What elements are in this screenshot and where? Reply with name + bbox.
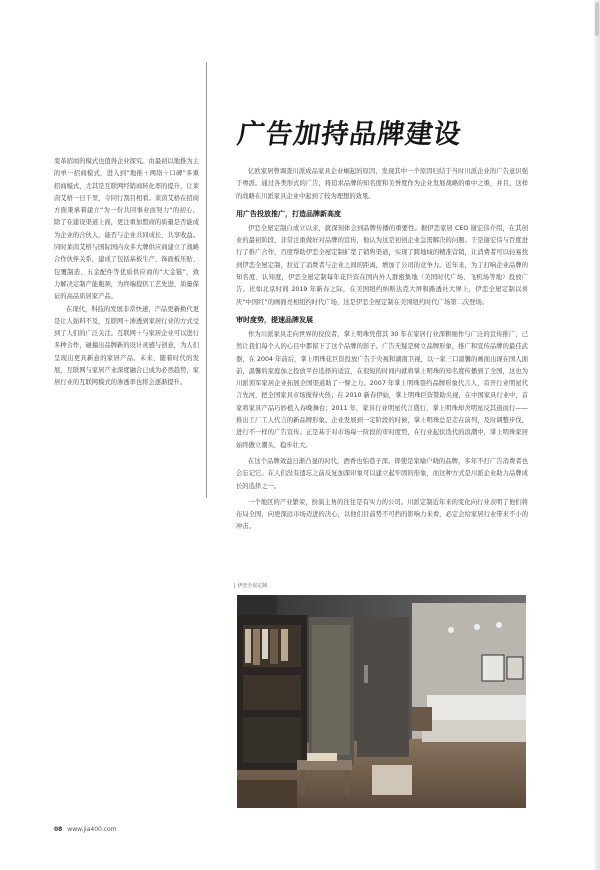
page-number: 08 — [54, 826, 63, 833]
footer-url: www.jia400.com — [67, 826, 117, 833]
section-2-paragraph-1: 作为川派家具走向世界的佼佼者，掌上明珠凭借其 30 年在家居行业深耕细作与广泛的宣传推广，已然让我们每个人的心目中都留下了这个品牌的影子。广告无疑是树立品牌形象，推广和宣传品牌的最佳武器，在 2004 年前后，掌上明珠花巨资投放广告于央视和湖南卫视，以一家三口温馨的画面出现在国人面前，温馨的家庭加之投放平台选择的适宜，在很短的时间内就将掌上明珠的知名度传播到了全国，这也为川派领军家居企业拓展全国渠道助了一臂之力。2007 年掌上明珠签约品牌形象代言人，首开行业明星代言先河，把全国家具市场搅得火热；在 2010 新春伊始，掌上明珠巨资赞助央视，在中国家具行业中，首家将家具产品巧妙植入春晚舞台；2011 年，家具行业明星代言盛行，掌上明珠却舍明星反其道而行——推出工厂工人代言的新品牌形象。企业发展到一定阶段的时候，掌上明珠总是走在前列，及时调整步伐，进行不一样的广告宣传。正是基于对市场每一阶段的审时度势，在行业起伏迭代的浪潮中，掌上明珠家居始终傲立潮头，稳步壮大。 — [236, 330, 528, 449]
photo-caption: | 伊恋全屋定制 — [234, 583, 268, 589]
article-title: 广告加持品牌建设 — [235, 119, 464, 150]
intro-paragraph: 亿欧家居曾调查川派成品家具企业崛起的原因，发现其中一个原因归结于当时川派企业的广告意识强于粤派。通过各类形式的广告，将追求品牌的知名度和美誉度作为企业发展战略的重中之重，并且，这样的战略在川派家具企业中起到了较为理想的效果。 — [236, 168, 528, 200]
bedroom-wardrobe-photo — [237, 595, 526, 808]
column-divider — [206, 62, 207, 498]
section-2-paragraph-3: 一个地区的产业繁荣，扮演主角的往往是有实力的公司。川派定制近年来的变化向行业表明了他们将布局全国，向更深远市场迈进的决心，以他们目前势不可挡的影响力来看，必定会给家居行业带来不小的冲击。 — [236, 498, 528, 531]
section-1-paragraph-1: 伊恋全屋定制自成立以来，就深刻体会到品牌传播的重要性。据伊恋家居 CEO 谢宏伟介绍，在其创业的最初阶段，非常注重做好对品牌的宣传，他认为这是初创企业急需解决的问题。于是谢宏伟与百度进行了推广合作，百度帮助伊恋全屋定制扩宽了销售渠道，实现了跨地域的精准营销，让消费者可以轻易找到伊恋全屋定制，拉近了消费者与企业之间的距离，增加了公司的竞争力。近年来，为了打响企业品牌的知名度、认知度，伊恋全屋定制每年花巨资在国内外人群密集地（美国时代广场、飞机场等地）投放广告。比如北京时间 2019 年新春之际，在美国纽约纳斯达克大屏和路透社大屏上，伊恋全屋定制以喜庆“中国红”的画面亮相纽约时代广场，这是伊恋全屋定制在美国纽约时代广场第二次登场。 — [236, 224, 528, 306]
section-heading-timing: 审时度势，提速品牌发展 — [236, 315, 313, 324]
scrollbar[interactable] — [594, 0, 600, 870]
section-heading-ads: 用广告投放推广，打造品牌新高度 — [236, 209, 341, 218]
left-paragraph-1: 变革招商的模式也值得企业探究。由最初以地推为主的单一招商模式，进入到“地推＋网络＋口碑”多重招商模式，尤其是互联网经销商转化率的提升，让莱茵艾格一日千里，令同行刮目相看。莱茵艾格在招商方面秉承着建立“为一份共同事业而努力”的初心，除了在建设渠道上面，更注重加盟商的质量是否能成为企业的合伙人，能否与企业共同成长、共享收益。同时莱茵艾格与国际国内众多大牌供应商建立了战略合作伙伴关系，建成了包括基板生产、饰面板压贴、包覆制造、五金配件等优质供应商的“大金链”，致力解决定制产能瓶颈，为终端提供工艺先进、质量保证的高品质居家产品。 — [54, 158, 199, 301]
section-2-paragraph-2: 在这个品牌效益日渐凸显的时代，酒香也怕巷子深。即使是家喻户晓的品牌，多年不打广告消费者也会忘记它。在人们没有遗忘之前反复加深印象可以建立起牢固的形象，而这种方式是川派企业助力品牌成长的选择之一。 — [236, 457, 528, 490]
right-column — [236, 166, 528, 538]
left-column — [54, 156, 199, 390]
scrollbar-thumb[interactable] — [595, 2, 599, 36]
page-footer — [54, 826, 117, 833]
left-paragraph-2: 在现代，科技的发展非常快速，产品更新换代更是让人始料不及，互联网＋渗透到家居行业的方式受到了人们的广泛关注。互联网＋与家居企业可以进行多种合作，碰撞出品牌新的设计灵感与创意，为人们呈现出更具新意的家居产品。未来，随着时代的发展，互联网与家居产业深度融合已成为必然趋势，家居行业的互联网模式的渗透率也将会逐渐提升。 — [54, 305, 199, 387]
